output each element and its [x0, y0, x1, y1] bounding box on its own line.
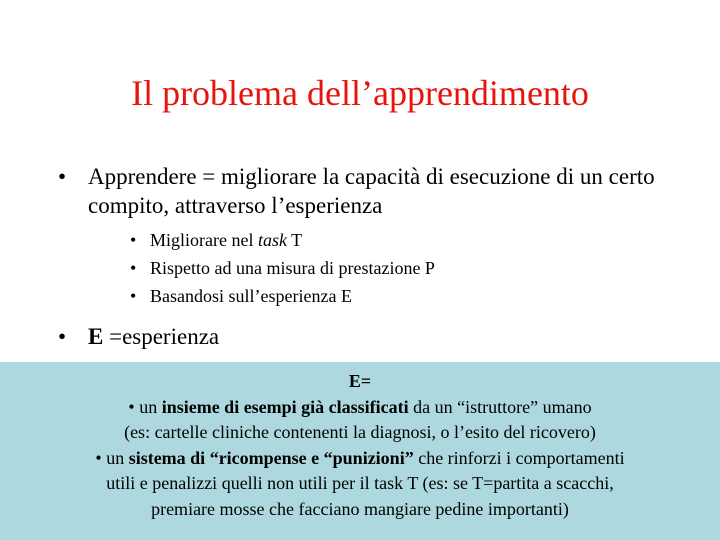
slide-title: Il problema dell’apprendimento [131, 73, 589, 113]
sub-bullet-misura [130, 254, 435, 282]
sub-bullet-misura-text: Rispetto ad una misura di prestazione P [150, 258, 435, 278]
sub-bullet-task [130, 226, 435, 254]
bullet-esperienza-text [88, 322, 219, 351]
box-item-esempi-prefix: un [134, 396, 162, 417]
box-item-esempi-bold: insieme di esempi già classificati [161, 396, 409, 417]
box-item-sistema-line2: utili e penalizzi quelli non utili per il task T (es: se T=partita a scacchi, [106, 473, 614, 493]
bullet-dot: • [58, 164, 67, 189]
bullet-esperienza-bold: E [88, 324, 104, 349]
sub-bullet-esperienza-text: Basandosi sull’esperienza E [150, 286, 352, 306]
sub-bullet-list [130, 226, 435, 310]
bullet-dot: • [128, 396, 135, 417]
bullet-dot: • [130, 230, 137, 250]
box-item-sistema-bold: sistema di “ricompense e “punizioni” [128, 447, 414, 468]
bullet-dot: • [95, 447, 102, 468]
box-item-esempi-line2: (es: cartelle cliniche contenenti la diagnosi, o l’esito del ricovero) [124, 422, 596, 442]
bullet-dot: • [58, 324, 67, 349]
box-item-sistema-suffix: che rinforzi i comportamenti [413, 447, 625, 468]
bullet-dot: • [130, 258, 137, 278]
box-item-sistema-prefix: un [101, 447, 129, 468]
definition-box [0, 362, 720, 540]
sub-bullet-task-italic: task [257, 230, 287, 250]
box-item-esempi-suffix: da un “istruttore” umano [408, 396, 592, 417]
sub-bullet-task-suffix: T [286, 230, 303, 250]
bullet-esperienza [58, 322, 219, 351]
box-item-sistema-line3: premiare mosse che facciano mangiare pedine importanti) [151, 498, 569, 519]
bullet-esperienza-rest: =esperienza [103, 324, 220, 349]
bullet-apprendere [58, 162, 698, 220]
box-heading: E= [348, 371, 372, 391]
box-item-sistema [0, 446, 720, 472]
box-item-esempi [0, 395, 720, 421]
sub-bullet-esperienza [130, 282, 435, 310]
bullet-apprendere-text: Apprendere = migliorare la capacità di esecuzione di un certo compito, attraverso l’esperienza [88, 164, 655, 218]
bullet-dot: • [130, 286, 137, 306]
sub-bullet-task-prefix: Migliorare nel [150, 230, 258, 250]
